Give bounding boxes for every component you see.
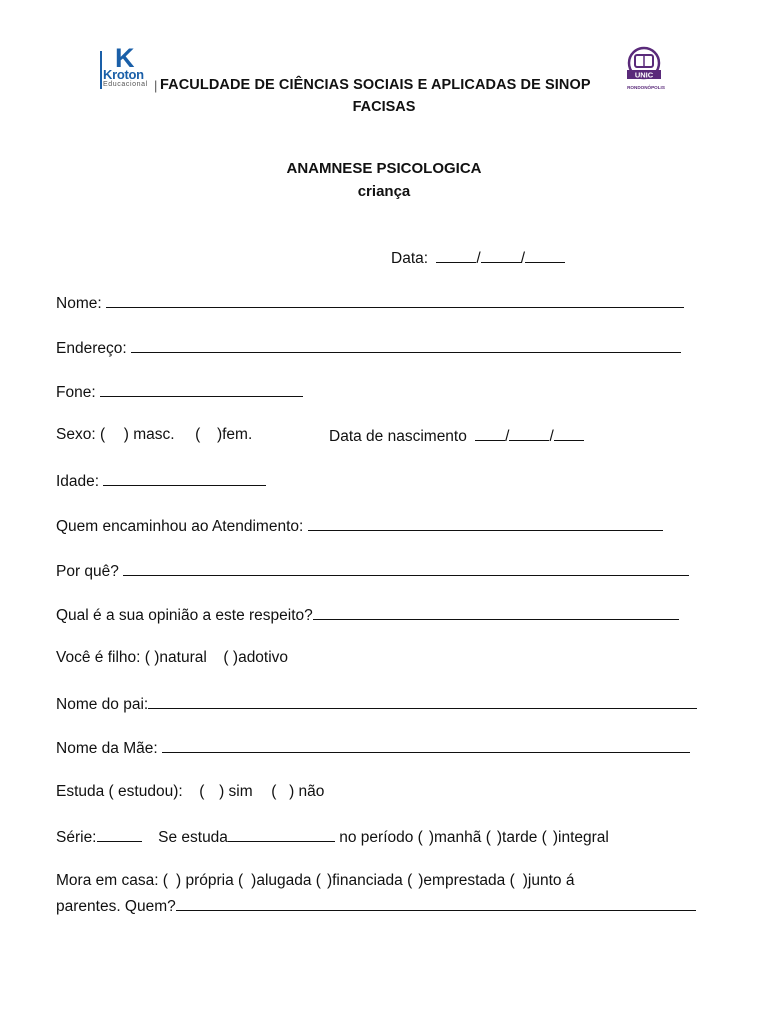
opiniao-blank[interactable]	[313, 605, 679, 620]
fone-blank[interactable]	[100, 382, 303, 397]
adotivo-open: (	[223, 649, 229, 666]
date-field: Data: / /	[391, 248, 565, 268]
propria-option[interactable]: ) própria (	[175, 872, 244, 889]
nao-open: (	[271, 783, 277, 800]
mora-label: Mora em casa: (	[56, 872, 168, 889]
nome-field	[56, 293, 684, 313]
pai-label: Nome do pai:	[56, 696, 149, 713]
encaminhou-blank[interactable]	[308, 516, 663, 531]
parentes-blank[interactable]	[176, 896, 696, 911]
fone-field	[56, 382, 303, 402]
porque-field	[56, 561, 689, 581]
date-year-blank[interactable]	[525, 248, 565, 263]
periodo-label: no período (	[339, 829, 423, 846]
alugada-option[interactable]: )alugada (	[251, 872, 321, 889]
natural-option[interactable]: )natural	[154, 649, 207, 666]
integral-option[interactable]: )integral	[552, 829, 609, 846]
nascimento-year-blank[interactable]	[554, 426, 584, 441]
se-estuda-label: Se estuda	[158, 829, 228, 846]
encaminhou-label: Quem encaminhou ao Atendimento:	[56, 518, 304, 535]
porque-blank[interactable]	[123, 561, 689, 576]
institution-name: FACULDADE DE CIÊNCIAS SOCIAIS E APLICADAS DE SINOP	[160, 77, 591, 93]
encaminhou-field	[56, 516, 663, 536]
sim-option[interactable]: ) sim	[219, 783, 253, 800]
tarde-option[interactable]: )tarde (	[496, 829, 547, 846]
date-month-blank[interactable]	[481, 248, 521, 263]
endereco-label: Endereço:	[56, 340, 127, 357]
date-label: Data:	[391, 250, 429, 267]
estuda-label: Estuda ( estudou):	[56, 783, 183, 800]
porque-label: Por quê?	[56, 563, 119, 580]
nascimento-month-blank[interactable]	[509, 426, 549, 441]
nascimento-day-blank[interactable]	[475, 426, 505, 441]
pai-blank[interactable]	[148, 694, 697, 709]
manha-option[interactable]: )manhã (	[428, 829, 491, 846]
estuda-field	[56, 783, 324, 801]
opiniao-label: Qual é a sua opinião a este respeito?	[56, 607, 313, 624]
unic-logo	[622, 46, 672, 92]
pai-field	[56, 694, 697, 714]
idade-blank[interactable]	[103, 471, 266, 486]
masc-option[interactable]: ) masc.	[123, 426, 175, 443]
fem-open: (	[195, 426, 201, 443]
nascimento-field: Data de nascimento / /	[329, 426, 584, 446]
nao-option[interactable]: ) não	[289, 783, 325, 800]
sim-open: (	[199, 783, 205, 800]
serie-blank[interactable]	[97, 827, 142, 842]
serie-field	[56, 827, 609, 847]
mae-label: Nome da Mãe:	[56, 740, 158, 757]
idade-label: Idade:	[56, 473, 100, 490]
unic-logo-text: UNIC	[634, 70, 654, 80]
kroton-logo-tagline: Educacional	[103, 81, 148, 88]
unic-logo-tagline: RONDONÓPOLIS	[627, 85, 665, 90]
parentes-field	[56, 896, 696, 916]
date-day-blank[interactable]	[436, 248, 476, 263]
mora-field	[56, 872, 574, 890]
filho-field	[56, 649, 288, 667]
financiada-option[interactable]: )financiada (	[326, 872, 413, 889]
form-subtitle: criança	[357, 183, 411, 200]
divider: |	[154, 78, 158, 93]
endereco-field	[56, 338, 681, 358]
opiniao-field	[56, 605, 679, 625]
se-estuda-blank[interactable]	[228, 827, 335, 842]
sexo-label: Sexo: (	[56, 426, 106, 443]
idade-field	[56, 471, 266, 491]
filho-label: Você é filho: (	[56, 649, 150, 666]
parentes-label: parentes. Quem?	[56, 898, 176, 915]
nome-blank[interactable]	[106, 293, 684, 308]
mae-field	[56, 738, 690, 758]
kroton-logo: K Kroton Educacional	[100, 49, 155, 93]
endereco-blank[interactable]	[131, 338, 681, 353]
mae-blank[interactable]	[162, 738, 690, 753]
adotivo-option[interactable]: )adotivo	[232, 649, 289, 666]
kroton-logo-text: Kroton	[103, 67, 144, 82]
institution-acronym: FACISAS	[352, 99, 416, 115]
fone-label: Fone:	[56, 384, 96, 401]
sexo-field	[56, 426, 252, 444]
nascimento-label: Data de nascimento	[329, 428, 467, 445]
form-title: ANAMNESE PSICOLOGICA	[286, 160, 482, 177]
fem-option[interactable]: )fem.	[216, 426, 253, 443]
nome-label: Nome:	[56, 295, 102, 312]
junto-option[interactable]: )junto á	[522, 872, 575, 889]
serie-label: Série:	[56, 829, 97, 846]
emprestada-option[interactable]: )emprestada (	[418, 872, 515, 889]
